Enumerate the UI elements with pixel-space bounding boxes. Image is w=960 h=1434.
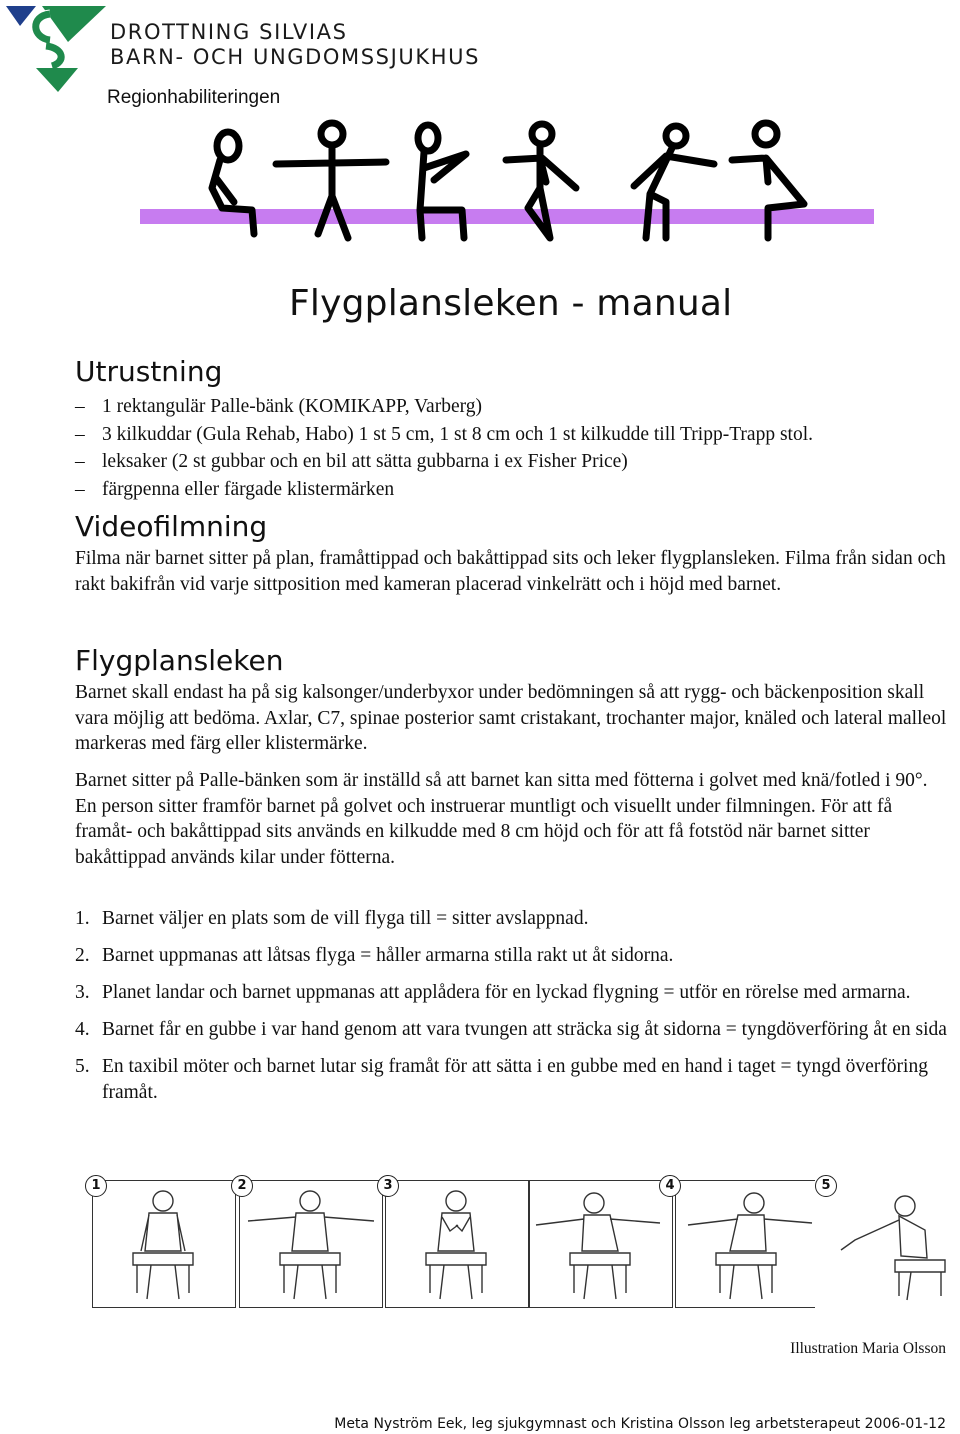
- step-item: [75, 980, 950, 1006]
- dash-bullet: –: [75, 423, 85, 445]
- panel-number-4: 4: [659, 1175, 681, 1197]
- illustration-panel-5: [815, 1180, 959, 1308]
- step-item: [75, 1054, 950, 1106]
- step-item: [75, 906, 950, 932]
- hospital-name-line1: DROTTNING SILVIAS: [110, 20, 348, 44]
- dash-bullet: –: [75, 451, 85, 472]
- list-item: [75, 421, 813, 449]
- list-item-text: 1 rektangulär Palle-bänk (KOMIKAPP, Varberg): [102, 396, 482, 417]
- steps-list: [75, 906, 950, 1117]
- step-text: Barnet får en gubbe i var hand genom att vara tvungen att sträcka sig åt sidorna = tyngdöverföring åt en sida: [102, 1019, 947, 1040]
- department-label: Regionhabiliteringen: [107, 87, 281, 108]
- stick-figures-banner: [136, 118, 880, 250]
- step-number: 1.: [75, 908, 90, 929]
- document-title: Flygplansleken - manual: [289, 283, 733, 324]
- child-leaning-forward-illustration: [815, 1180, 957, 1306]
- panel-number-1: 1: [85, 1175, 107, 1197]
- step-number: 3.: [75, 982, 90, 1003]
- hospital-name: [110, 20, 480, 70]
- list-item: [75, 448, 813, 476]
- dash-bullet: –: [75, 396, 85, 417]
- heading-game: Flygplansleken: [75, 644, 284, 677]
- illustration-panel-4a: [529, 1180, 673, 1308]
- step-text: En taxibil möter och barnet lutar sig framåt för att sätta i en gubbe med en hand i taget = tyngd överföring framåt.: [102, 1056, 928, 1103]
- list-item-text: leksaker (2 st gubbar och en bil att sätta gubbarna i ex Fisher Price): [102, 451, 628, 472]
- illustration-panels: [85, 1175, 960, 1310]
- step-text: Planet landar och barnet uppmanas att applådera för en lyckad flygning = utför en rörelse med armarna.: [102, 982, 911, 1003]
- child-sitting-illustration: [93, 1181, 235, 1307]
- game-paragraph-1: Barnet skall endast ha på sig kalsonger/underbyxor under bedömningen så att rygg- och bäckenposition skall vara möjlig att bedöma. Axlar, C7, spinae posterior samt cristakant, trochanter major, knäled och lateral malleol markeras med färg eller klistermärke.: [75, 682, 947, 754]
- step-number: 2.: [75, 945, 90, 966]
- video-paragraph: Filma när barnet sitter på plan, framåttippad och bakåttippad sits och leker flygplansleken. Filma från sidan och rakt bakifrån vid varje sittposition med kameran placerad vinkelrätt och i höjd med barnet.: [75, 548, 946, 595]
- step-number: 4.: [75, 1019, 90, 1040]
- child-arms-out-illustration: [240, 1181, 382, 1307]
- illustration-panel-2: [239, 1180, 383, 1308]
- illustration-credit: Illustration Maria Olsson: [790, 1340, 946, 1357]
- equipment-list: [75, 393, 813, 503]
- panel-number-2: 2: [231, 1175, 253, 1197]
- game-paragraph-2: Barnet sitter på Palle-bänken som är inställd så att barnet kan sitta med fötterna i golvet med knä/fotled i 90°. En person sitter framför barnet på golvet och instruerar muntligt och visuellt under filmningen. För att få framåt- och bakåttippad sits används en kilkudde med 8 cm höjd och för att få fotstöd när barnet sitter bakåttippad används kilar under fötterna.: [75, 770, 928, 868]
- heading-equipment: Utrustning: [75, 355, 223, 388]
- heading-video: Videofilmning: [75, 510, 268, 543]
- dash-bullet: –: [75, 478, 85, 500]
- illustration-panel-3: [385, 1180, 529, 1308]
- step-number: 5.: [75, 1056, 90, 1077]
- child-reaching-right-illustration: [676, 1181, 818, 1307]
- step-item: [75, 1017, 950, 1043]
- list-item: [75, 476, 813, 504]
- illustration-panel-1: [92, 1180, 236, 1308]
- hospital-name-line2: BARN- OCH UNGDOMSSJUKHUS: [110, 45, 481, 69]
- list-item-text: färgpenna eller färgade klistermärken: [102, 478, 395, 500]
- step-text: Barnet uppmanas att låtsas flyga = håller armarna stilla rakt ut åt sidorna.: [102, 945, 674, 966]
- panel-number-5: 5: [815, 1175, 837, 1197]
- child-reaching-left-illustration: [530, 1181, 672, 1307]
- illustration-panel-4b: [675, 1180, 819, 1308]
- step-item: [75, 943, 950, 969]
- list-item: [75, 393, 813, 421]
- list-item-text: 3 kilkuddar (Gula Rehab, Habo) 1 st 5 cm, 1 st 8 cm och 1 st kilkudde till Tripp-Trapp stol.: [102, 423, 813, 445]
- step-text: Barnet väljer en plats som de vill flyga till = sitter avslappnad.: [102, 908, 589, 929]
- child-clapping-illustration: [386, 1181, 528, 1307]
- panel-number-3: 3: [377, 1175, 399, 1197]
- hospital-logo: [6, 6, 110, 96]
- footer-authors: Meta Nyström Eek, leg sjukgymnast och Kristina Olsson leg arbetsterapeut 2006-01-12: [334, 1416, 946, 1432]
